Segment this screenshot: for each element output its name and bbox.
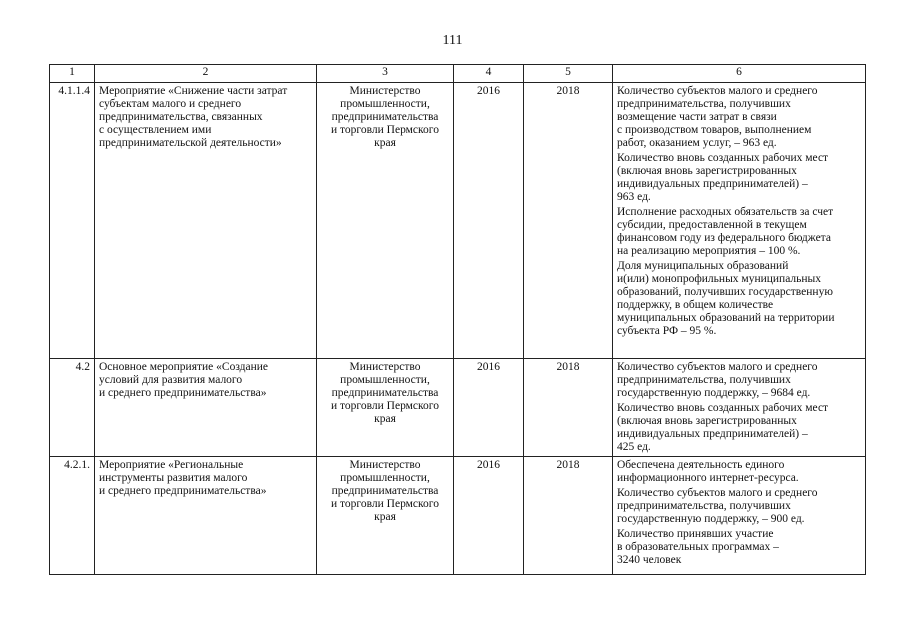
result-item: Количество вновь созданных рабочих мест (включая вновь зарегистрированных индивидуальных предпринимателей) – 425 ед. bbox=[617, 402, 829, 453]
result-item: Доля муниципальных образований и(или) монопрофильных муниципальных образований, получивших государственную поддержку, в общем количестве муниципальных образований на территории субъекта РФ – 95 %. bbox=[617, 260, 835, 337]
result-item: Количество субъектов малого и среднего предпринимательства, получивших государственную поддержку, – 9684 ед. bbox=[617, 361, 818, 399]
result-item: Исполнение расходных обязательств за счет субсидии, предоставленной в текущем финансовом году из федерального бюджета на реализацию мероприятия – 100 %. bbox=[617, 206, 834, 257]
result-item: Обеспечена деятельность единого информационного интернет-ресурса. bbox=[617, 459, 799, 484]
result-item: Количество субъектов малого и среднего предпринимательства, получивших возмещение части затрат в связи с производством товаров, выполнением работ, оказанием услуг, – 963 ед. bbox=[617, 85, 818, 149]
end-year: 2018 bbox=[524, 359, 613, 457]
table-row bbox=[50, 83, 866, 359]
page-number: 111 bbox=[442, 33, 463, 48]
executor: Министерство промышленности, предпринимательства и торговли Пермского края bbox=[317, 359, 454, 457]
header-col-5: 5 bbox=[524, 65, 613, 83]
executor: Министерство промышленности, предпринимательства и торговли Пермского края bbox=[317, 457, 454, 575]
end-year: 2018 bbox=[524, 83, 613, 359]
header-col-3: 3 bbox=[317, 65, 454, 83]
measures-table bbox=[49, 64, 866, 575]
header-col-6: 6 bbox=[613, 65, 866, 83]
measure-name: Мероприятие «Региональные инструменты развития малого и среднего предпринимательства» bbox=[95, 457, 317, 575]
row-number: 4.2.1. bbox=[50, 457, 95, 575]
header-col-2: 2 bbox=[95, 65, 317, 83]
result-item: Количество субъектов малого и среднего предпринимательства, получивших государственную поддержку, – 900 ед. bbox=[617, 487, 818, 525]
row-number: 4.2 bbox=[50, 359, 95, 457]
row-number: 4.1.1.4 bbox=[50, 83, 95, 359]
table-header-row bbox=[50, 65, 866, 83]
expected-results bbox=[613, 83, 866, 359]
start-year: 2016 bbox=[454, 83, 524, 359]
start-year: 2016 bbox=[454, 359, 524, 457]
executor: Министерство промышленности, предпринимательства и торговли Пермского края bbox=[317, 83, 454, 359]
header-col-4: 4 bbox=[454, 65, 524, 83]
measure-name: Основное мероприятие «Создание условий для развития малого и среднего предпринимательства» bbox=[95, 359, 317, 457]
expected-results bbox=[613, 359, 866, 457]
expected-results bbox=[613, 457, 866, 575]
start-year: 2016 bbox=[454, 457, 524, 575]
measure-name: Мероприятие «Снижение части затрат субъектам малого и среднего предпринимательства, связанных с осуществлением ими предпринимательской деятельности» bbox=[95, 83, 317, 359]
result-item: Количество принявших участие в образовательных программах – 3240 человек bbox=[617, 528, 779, 566]
header-col-1: 1 bbox=[50, 65, 95, 83]
result-item: Количество вновь созданных рабочих мест (включая вновь зарегистрированных индивидуальных предпринимателей) – 963 ед. bbox=[617, 152, 829, 203]
end-year: 2018 bbox=[524, 457, 613, 575]
table-row bbox=[50, 359, 866, 457]
table-row bbox=[50, 457, 866, 575]
